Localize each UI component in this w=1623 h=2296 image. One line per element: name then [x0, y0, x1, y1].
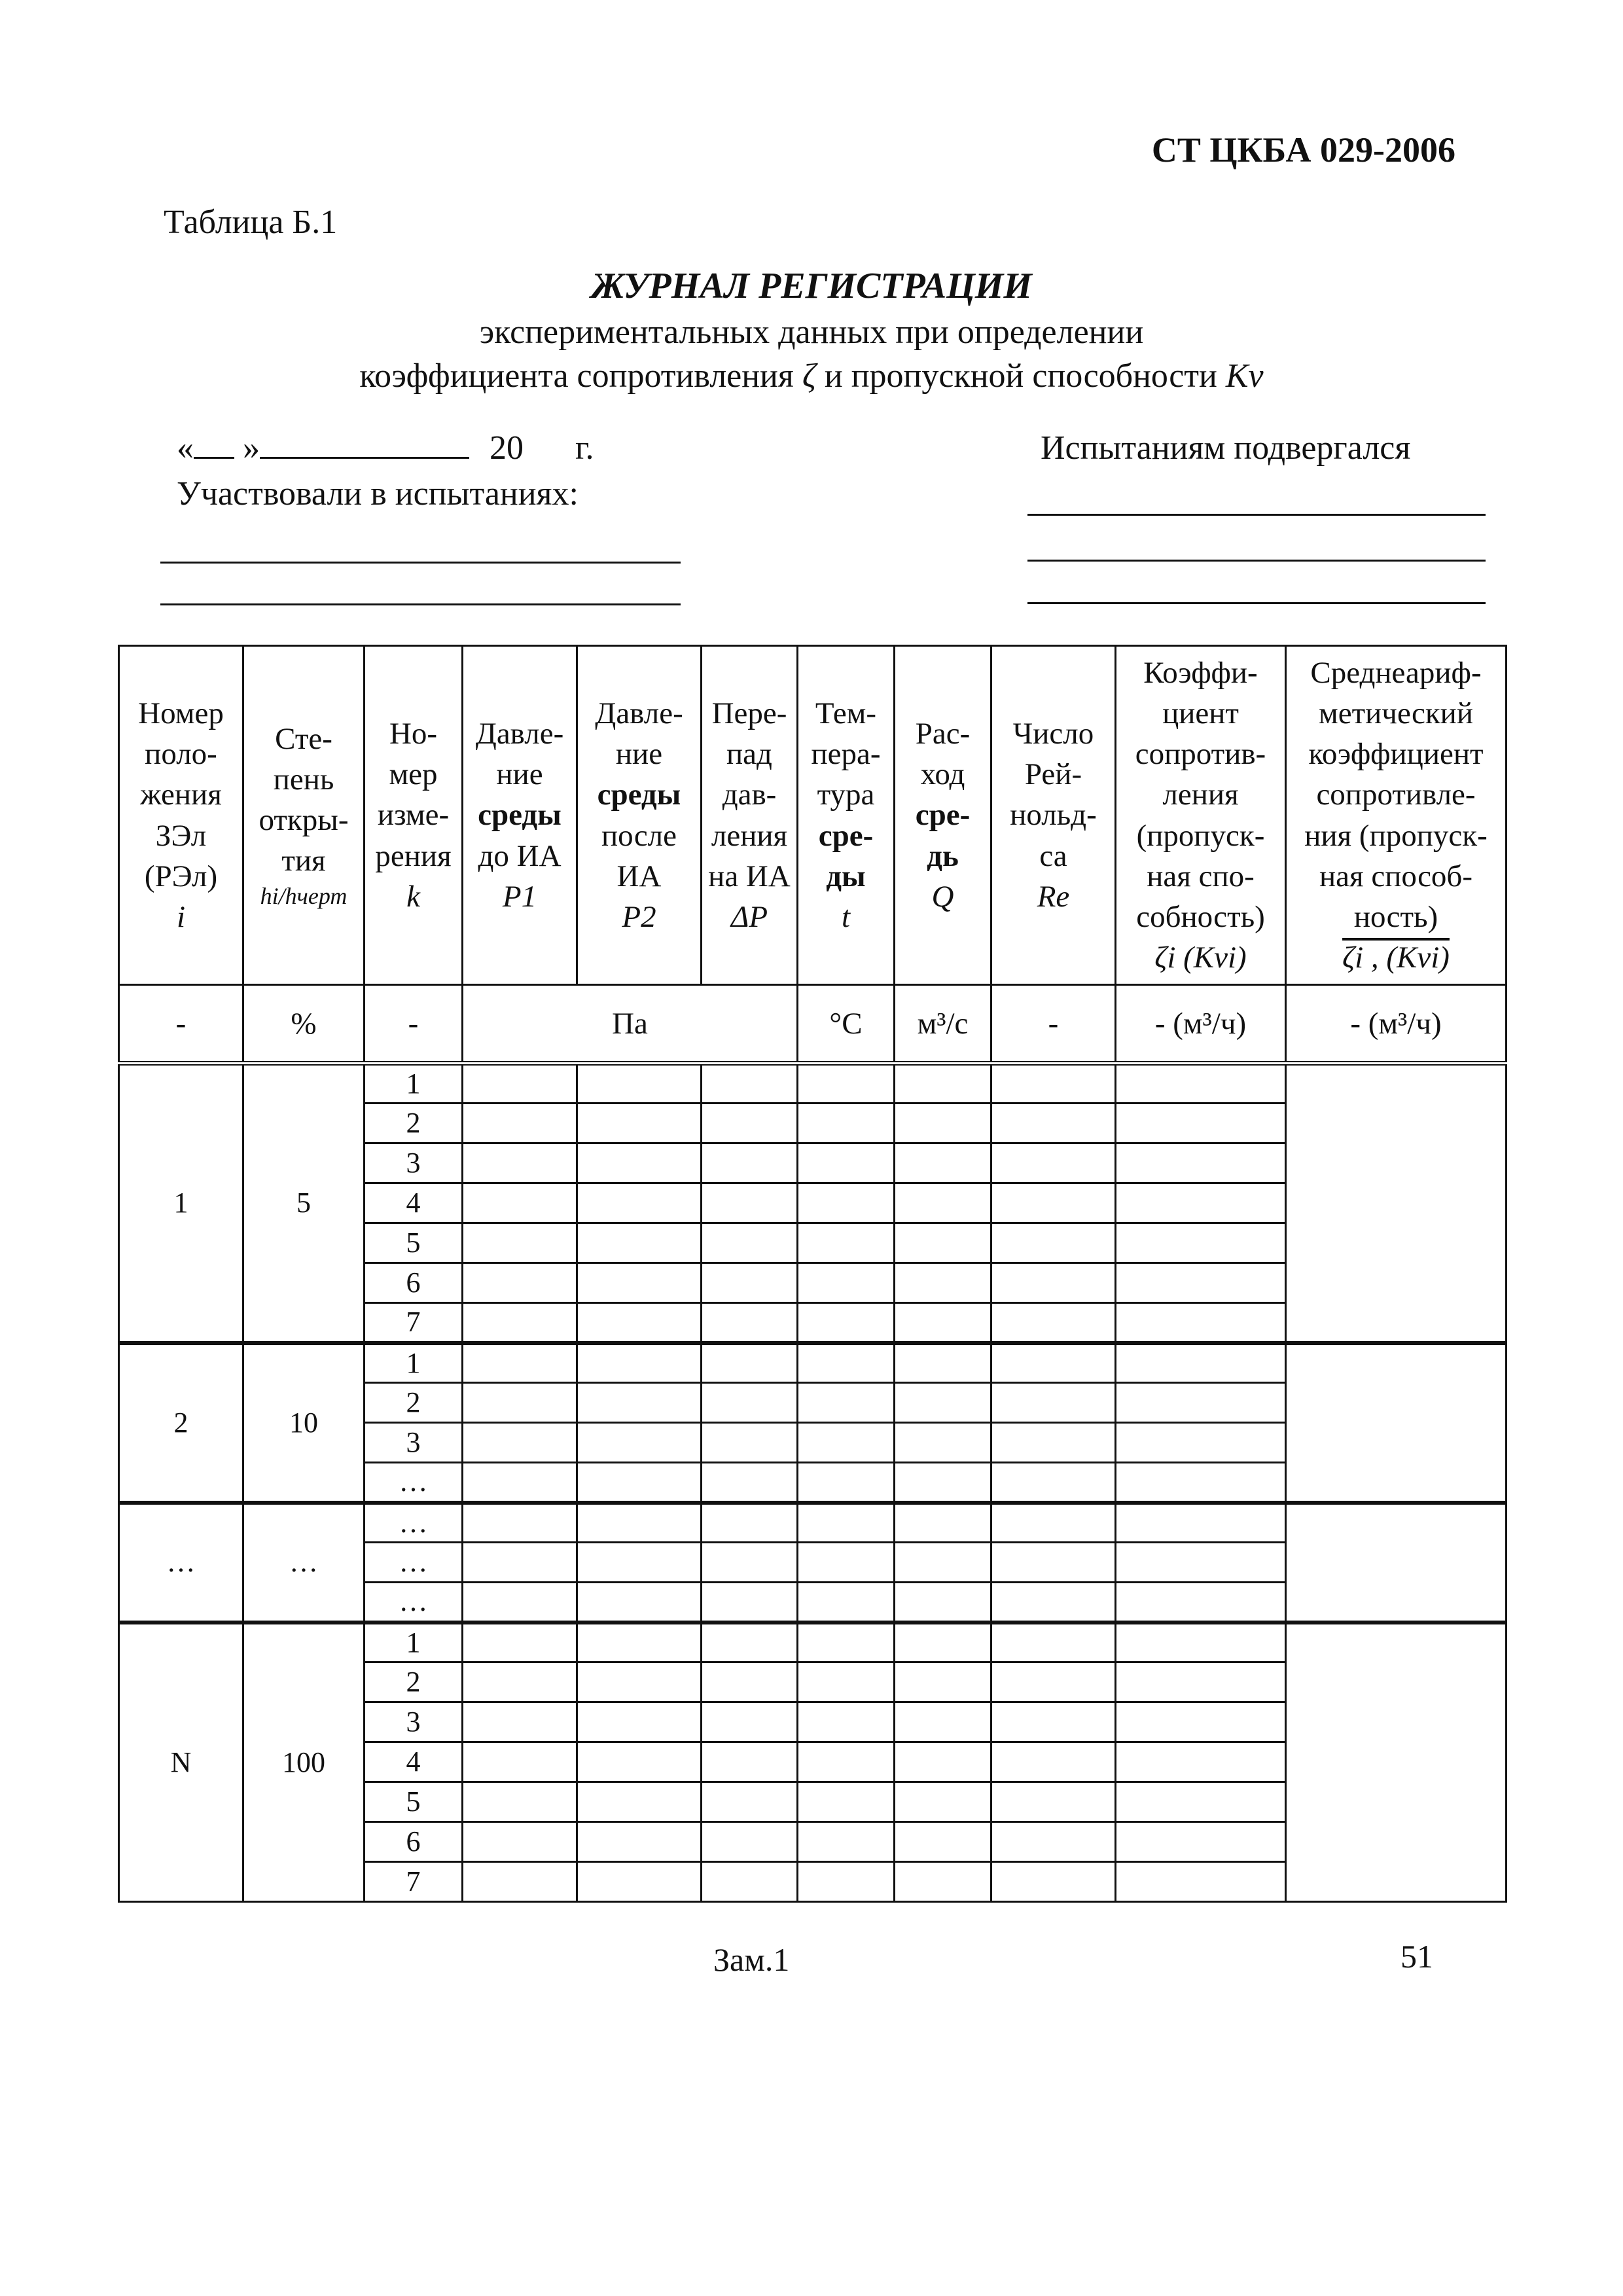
- registration-table: [118, 645, 1507, 1903]
- data-entry-cell[interactable]: [702, 1303, 798, 1343]
- data-entry-cell[interactable]: [798, 1702, 895, 1742]
- journal-title: ЖУРНАЛ РЕГИСТРАЦИИ: [591, 266, 1032, 306]
- data-entry-cell[interactable]: [577, 1782, 702, 1822]
- data-entry-cell[interactable]: [463, 1183, 577, 1223]
- data-entry-cell[interactable]: [463, 1064, 577, 1103]
- data-entry-cell[interactable]: [702, 1143, 798, 1183]
- subtitle-coef-text: коэффициента сопротивления: [359, 357, 794, 395]
- data-entry-cell[interactable]: [1116, 1183, 1286, 1223]
- data-entry-cell[interactable]: [991, 1623, 1116, 1662]
- measurement-number-cell: 4: [365, 1183, 463, 1223]
- data-entry-cell[interactable]: [1116, 1782, 1286, 1822]
- data-entry-cell[interactable]: [798, 1463, 895, 1503]
- data-entry-cell[interactable]: [702, 1463, 798, 1503]
- data-entry-cell[interactable]: [1116, 1503, 1286, 1543]
- data-entry-cell[interactable]: [798, 1064, 895, 1103]
- data-entry-cell[interactable]: [895, 1383, 991, 1423]
- data-entry-cell[interactable]: [463, 1263, 577, 1303]
- data-entry-cell[interactable]: [577, 1702, 702, 1742]
- data-entry-cell[interactable]: [702, 1383, 798, 1423]
- data-entry-cell[interactable]: [463, 1103, 577, 1143]
- measurement-number-cell: …: [365, 1503, 463, 1543]
- data-entry-cell[interactable]: [577, 1223, 702, 1263]
- unit-coefficient: - (м³/ч): [1116, 985, 1286, 1064]
- year-suffix: г.: [575, 429, 594, 467]
- position-cell: …: [119, 1503, 243, 1623]
- data-entry-cell[interactable]: [895, 1223, 991, 1263]
- data-entry-cell[interactable]: [702, 1183, 798, 1223]
- measurement-number-cell: 3: [365, 1423, 463, 1463]
- data-entry-cell[interactable]: [1116, 1862, 1286, 1902]
- data-entry-cell[interactable]: [1116, 1343, 1286, 1383]
- mean-coefficient-cell[interactable]: [1286, 1064, 1507, 1343]
- data-entry-cell[interactable]: [702, 1263, 798, 1303]
- data-entry-cell[interactable]: [577, 1662, 702, 1702]
- data-entry-cell[interactable]: [702, 1423, 798, 1463]
- data-entry-cell[interactable]: [895, 1822, 991, 1862]
- data-entry-cell[interactable]: [895, 1543, 991, 1583]
- data-entry-cell[interactable]: [1116, 1223, 1286, 1263]
- data-entry-cell[interactable]: [1116, 1702, 1286, 1742]
- data-entry-cell[interactable]: [702, 1742, 798, 1782]
- data-entry-cell[interactable]: [798, 1223, 895, 1263]
- data-entry-cell[interactable]: [798, 1662, 895, 1702]
- unit-reynolds: -: [991, 985, 1116, 1064]
- data-entry-cell[interactable]: [895, 1263, 991, 1303]
- data-entry-cell[interactable]: [991, 1303, 1116, 1343]
- data-entry-cell[interactable]: [895, 1143, 991, 1183]
- data-entry-cell[interactable]: [463, 1423, 577, 1463]
- data-entry-cell[interactable]: [577, 1143, 702, 1183]
- month-blank[interactable]: [260, 457, 469, 459]
- data-entry-cell[interactable]: [895, 1742, 991, 1782]
- position-cell: 1: [119, 1064, 243, 1343]
- data-entry-cell[interactable]: [991, 1423, 1116, 1463]
- zeta-symbol: ζ: [802, 357, 816, 395]
- table-row: [119, 1503, 1507, 1543]
- header-reynolds-number: Число Рей- нольд- са Re: [991, 646, 1116, 985]
- data-entry-cell[interactable]: [463, 1303, 577, 1343]
- data-entry-cell[interactable]: [577, 1822, 702, 1862]
- data-entry-cell[interactable]: [1116, 1742, 1286, 1782]
- data-entry-cell[interactable]: [1116, 1303, 1286, 1343]
- data-entry-cell[interactable]: [1116, 1583, 1286, 1623]
- data-entry-cell[interactable]: [463, 1742, 577, 1782]
- header-pressure-before: Давле- ние среды до ИА P1: [463, 646, 577, 985]
- measurement-number-cell: 5: [365, 1782, 463, 1822]
- data-entry-cell[interactable]: [1116, 1143, 1286, 1183]
- data-entry-cell[interactable]: [895, 1343, 991, 1383]
- subtitle-capacity-text: и пропускной способности: [824, 357, 1217, 395]
- data-entry-cell[interactable]: [702, 1064, 798, 1103]
- data-entry-cell[interactable]: [1116, 1064, 1286, 1103]
- data-entry-cell[interactable]: [798, 1623, 895, 1662]
- data-entry-cell[interactable]: [991, 1862, 1116, 1902]
- data-entry-cell[interactable]: [463, 1702, 577, 1742]
- header-resistance-coefficient: Коэффи- циент сопротив- ления (пропуск- ная спо- собность) ζi (Kvi): [1116, 646, 1286, 985]
- data-entry-cell[interactable]: [798, 1103, 895, 1143]
- measurement-number-cell: 3: [365, 1143, 463, 1183]
- data-entry-cell[interactable]: [895, 1503, 991, 1543]
- kv-symbol: Kv: [1225, 357, 1264, 395]
- data-entry-cell[interactable]: [1116, 1662, 1286, 1702]
- unit-pressure: Па: [463, 985, 798, 1064]
- measurement-number-cell: 1: [365, 1343, 463, 1383]
- data-entry-cell[interactable]: [463, 1583, 577, 1623]
- data-entry-cell[interactable]: [463, 1383, 577, 1423]
- measurement-number-cell: 5: [365, 1223, 463, 1263]
- data-entry-cell[interactable]: [702, 1822, 798, 1862]
- data-entry-cell[interactable]: [991, 1343, 1116, 1383]
- opening-cell: …: [243, 1503, 365, 1623]
- document-code: СТ ЦКБА 029-2006: [1151, 130, 1455, 170]
- data-entry-cell[interactable]: [991, 1543, 1116, 1583]
- data-entry-cell[interactable]: [463, 1822, 577, 1862]
- data-entry-cell[interactable]: [463, 1503, 577, 1543]
- data-entry-cell[interactable]: [702, 1223, 798, 1263]
- table-row: [119, 1623, 1507, 1662]
- position-cell: 2: [119, 1343, 243, 1503]
- data-entry-cell[interactable]: [798, 1782, 895, 1822]
- data-entry-cell[interactable]: [1116, 1263, 1286, 1303]
- data-entry-cell[interactable]: [577, 1064, 702, 1103]
- data-entry-cell[interactable]: [702, 1343, 798, 1383]
- data-entry-cell[interactable]: [577, 1263, 702, 1303]
- data-entry-cell[interactable]: [798, 1583, 895, 1623]
- data-entry-cell[interactable]: [577, 1103, 702, 1143]
- data-entry-cell[interactable]: [895, 1103, 991, 1143]
- unit-opening: %: [243, 985, 365, 1064]
- tested-object-label: Испытаниям подвергался: [1041, 429, 1411, 467]
- page-number: 51: [1400, 1938, 1433, 1975]
- data-entry-cell[interactable]: [702, 1623, 798, 1662]
- data-entry-cell[interactable]: [577, 1543, 702, 1583]
- measurement-number-cell: 7: [365, 1303, 463, 1343]
- data-entry-cell[interactable]: [702, 1662, 798, 1702]
- mean-coefficient-cell[interactable]: [1286, 1343, 1507, 1503]
- data-entry-cell[interactable]: [702, 1702, 798, 1742]
- change-mark: Зам.1: [713, 1941, 790, 1978]
- data-entry-cell[interactable]: [895, 1862, 991, 1902]
- data-entry-cell[interactable]: [798, 1503, 895, 1543]
- data-entry-cell[interactable]: [702, 1862, 798, 1902]
- data-entry-cell[interactable]: [798, 1543, 895, 1583]
- data-entry-cell[interactable]: [991, 1702, 1116, 1742]
- header-flow-rate: Рас- ход сре- дь Q: [895, 646, 991, 985]
- header-mean-coefficient: Среднеариф- метический коэффициент сопротивле- ния (пропуск- ная способ- ность) ζi , (Kvi): [1286, 646, 1507, 985]
- header-opening-degree: Сте- пень откры- тия hi/hчерт: [243, 646, 365, 985]
- mean-coefficient-cell[interactable]: [1286, 1503, 1507, 1623]
- data-entry-cell[interactable]: [991, 1782, 1116, 1822]
- measurement-number-cell: 2: [365, 1662, 463, 1702]
- data-entry-cell[interactable]: [895, 1463, 991, 1503]
- data-entry-cell[interactable]: [991, 1383, 1116, 1423]
- measurement-number-cell: 4: [365, 1742, 463, 1782]
- measurement-number-cell: …: [365, 1543, 463, 1583]
- position-cell: N: [119, 1623, 243, 1902]
- unit-position: -: [119, 985, 243, 1064]
- participant-line-1[interactable]: [160, 562, 681, 564]
- measurement-number-cell: 1: [365, 1623, 463, 1662]
- header-pressure-after: Давле- ние среды после ИА P2: [577, 646, 702, 985]
- data-entry-cell[interactable]: [991, 1583, 1116, 1623]
- opening-cell: 10: [243, 1343, 365, 1503]
- tested-object-line-1[interactable]: [1027, 514, 1486, 516]
- data-entry-cell[interactable]: [895, 1423, 991, 1463]
- data-entry-cell[interactable]: [463, 1782, 577, 1822]
- data-entry-cell[interactable]: [991, 1103, 1116, 1143]
- data-entry-cell[interactable]: [1116, 1383, 1286, 1423]
- year-prefix: 20: [490, 429, 524, 467]
- data-entry-cell[interactable]: [702, 1103, 798, 1143]
- data-entry-cell[interactable]: [463, 1343, 577, 1383]
- data-entry-cell[interactable]: [702, 1782, 798, 1822]
- data-entry-cell[interactable]: [895, 1623, 991, 1662]
- participants-label: Участвовали в испытаниях:: [177, 475, 579, 512]
- data-entry-cell[interactable]: [895, 1183, 991, 1223]
- header-measurement-number: Но- мер изме- рения k: [365, 646, 463, 985]
- data-entry-cell[interactable]: [1116, 1543, 1286, 1583]
- table-label: Таблица Б.1: [164, 204, 338, 241]
- journal-subtitle-line1: экспериментальных данных при определении: [479, 314, 1144, 351]
- data-entry-cell[interactable]: [577, 1862, 702, 1902]
- data-entry-cell[interactable]: [991, 1263, 1116, 1303]
- data-entry-cell[interactable]: [577, 1183, 702, 1223]
- table-body: [119, 1064, 1507, 1902]
- data-entry-cell[interactable]: [798, 1742, 895, 1782]
- data-entry-cell[interactable]: [798, 1303, 895, 1343]
- data-entry-cell[interactable]: [991, 1822, 1116, 1862]
- unit-measurement: -: [365, 985, 463, 1064]
- data-entry-cell[interactable]: [991, 1662, 1116, 1702]
- data-entry-cell[interactable]: [577, 1303, 702, 1343]
- data-entry-cell[interactable]: [577, 1383, 702, 1423]
- measurement-number-cell: 6: [365, 1263, 463, 1303]
- data-entry-cell[interactable]: [895, 1782, 991, 1822]
- data-entry-cell[interactable]: [702, 1543, 798, 1583]
- data-entry-cell[interactable]: [991, 1503, 1116, 1543]
- unit-temperature: °С: [798, 985, 895, 1064]
- data-entry-cell[interactable]: [798, 1383, 895, 1423]
- day-blank[interactable]: [194, 457, 234, 459]
- measurement-number-cell: 3: [365, 1702, 463, 1742]
- data-entry-cell[interactable]: [463, 1623, 577, 1662]
- data-entry-cell[interactable]: [577, 1423, 702, 1463]
- header-pressure-drop: Пере- пад дав- ления на ИА ΔP: [702, 646, 798, 985]
- tested-object-line-2[interactable]: [1027, 560, 1486, 562]
- table-row: [119, 1343, 1507, 1383]
- data-entry-cell[interactable]: [463, 1223, 577, 1263]
- table-row: [119, 1064, 1507, 1103]
- data-entry-cell[interactable]: [798, 1263, 895, 1303]
- data-entry-cell[interactable]: [895, 1583, 991, 1623]
- data-entry-cell[interactable]: [798, 1183, 895, 1223]
- measurement-number-cell: 2: [365, 1383, 463, 1423]
- data-entry-cell[interactable]: [991, 1742, 1116, 1782]
- unit-flow: м³/с: [895, 985, 991, 1064]
- tested-object-line-3[interactable]: [1027, 602, 1486, 604]
- data-entry-cell[interactable]: [463, 1662, 577, 1702]
- data-entry-cell[interactable]: [1116, 1822, 1286, 1862]
- data-entry-cell[interactable]: [798, 1423, 895, 1463]
- data-entry-cell[interactable]: [895, 1662, 991, 1702]
- quote-open: «: [177, 429, 194, 467]
- unit-mean: - (м³/ч): [1286, 985, 1507, 1064]
- data-entry-cell[interactable]: [702, 1503, 798, 1543]
- data-entry-cell[interactable]: [1116, 1463, 1286, 1503]
- quote-close: »: [243, 429, 260, 467]
- data-entry-cell[interactable]: [463, 1463, 577, 1503]
- data-entry-cell[interactable]: [1116, 1423, 1286, 1463]
- measurement-number-cell: 1: [365, 1064, 463, 1103]
- data-entry-cell[interactable]: [798, 1862, 895, 1902]
- data-entry-cell[interactable]: [991, 1223, 1116, 1263]
- measurement-number-cell: 6: [365, 1822, 463, 1862]
- header-temperature: Тем- пера- тура сре- ды t: [798, 646, 895, 985]
- data-entry-cell[interactable]: [991, 1463, 1116, 1503]
- measurement-number-cell: …: [365, 1463, 463, 1503]
- data-entry-cell[interactable]: [577, 1583, 702, 1623]
- data-entry-cell[interactable]: [577, 1503, 702, 1543]
- date-line: [177, 429, 594, 467]
- data-entry-cell[interactable]: [895, 1702, 991, 1742]
- data-entry-cell[interactable]: [991, 1143, 1116, 1183]
- data-entry-cell[interactable]: [577, 1742, 702, 1782]
- data-entry-cell[interactable]: [463, 1143, 577, 1183]
- data-entry-cell[interactable]: [991, 1064, 1116, 1103]
- measurement-number-cell: 7: [365, 1862, 463, 1902]
- opening-cell: 100: [243, 1623, 365, 1902]
- data-entry-cell[interactable]: [798, 1343, 895, 1383]
- data-entry-cell[interactable]: [463, 1543, 577, 1583]
- data-entry-cell[interactable]: [895, 1303, 991, 1343]
- data-entry-cell[interactable]: [463, 1862, 577, 1902]
- data-entry-cell[interactable]: [577, 1463, 702, 1503]
- data-entry-cell[interactable]: [895, 1064, 991, 1103]
- measurement-number-cell: 2: [365, 1103, 463, 1143]
- measurement-number-cell: …: [365, 1583, 463, 1623]
- data-entry-cell[interactable]: [991, 1183, 1116, 1223]
- data-entry-cell[interactable]: [1116, 1103, 1286, 1143]
- journal-subtitle-line2: [0, 357, 1623, 395]
- participant-line-2[interactable]: [160, 603, 681, 605]
- data-entry-cell[interactable]: [702, 1583, 798, 1623]
- mean-coefficient-cell[interactable]: [1286, 1623, 1507, 1902]
- data-entry-cell[interactable]: [798, 1143, 895, 1183]
- data-entry-cell[interactable]: [1116, 1623, 1286, 1662]
- data-entry-cell[interactable]: [577, 1343, 702, 1383]
- data-entry-cell[interactable]: [798, 1822, 895, 1862]
- opening-cell: 5: [243, 1064, 365, 1343]
- header-position-number: Номер поло- жения ЗЭл (РЭл) i: [119, 646, 243, 985]
- data-entry-cell[interactable]: [577, 1623, 702, 1662]
